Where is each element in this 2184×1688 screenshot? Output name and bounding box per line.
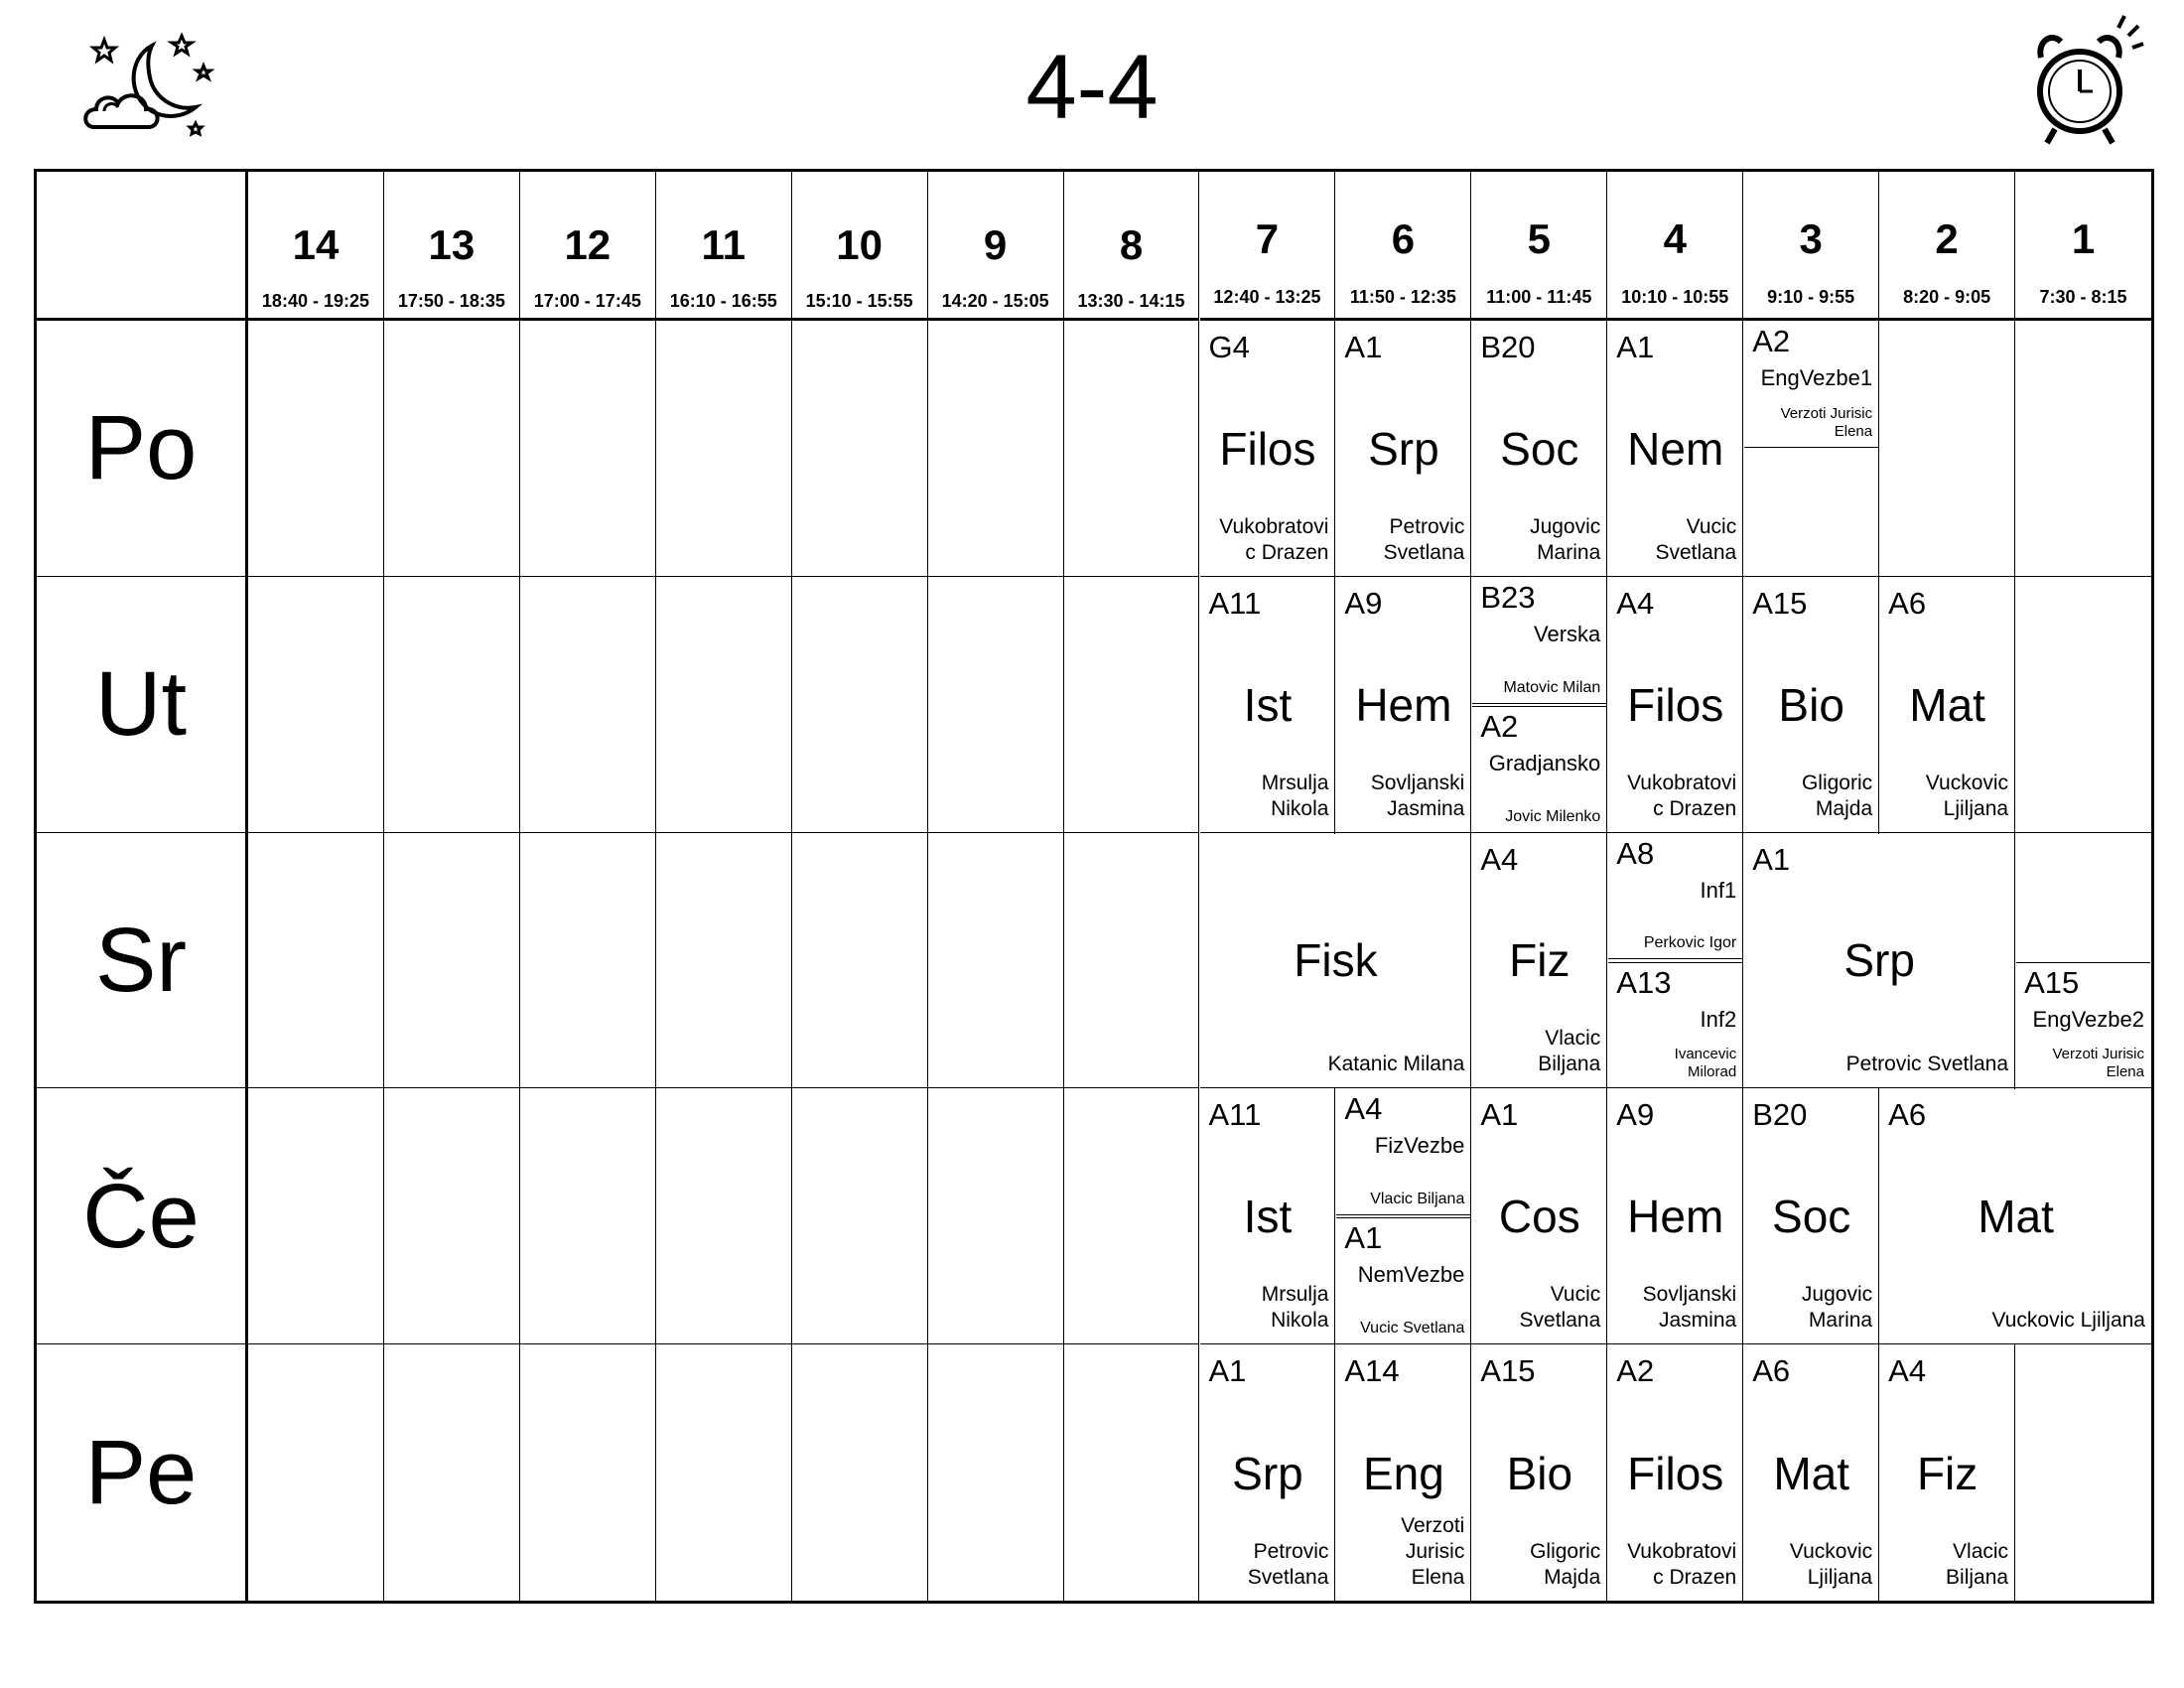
lesson-cell[interactable]: [1336, 1345, 1470, 1601]
room-label: A8: [1616, 835, 1655, 871]
room-label: G4: [1208, 330, 1250, 364]
subject-label: Fiz: [1509, 934, 1570, 987]
room-label: A1: [1344, 330, 1383, 364]
lesson-half[interactable]: [1744, 322, 1878, 448]
subject-label: FizVezbe: [1374, 1133, 1465, 1159]
teacher-label: Vucic Svetlana: [1655, 514, 1737, 564]
period-time: 14:20 - 15:05: [941, 291, 1049, 311]
lesson-half[interactable]: [2016, 962, 2150, 1088]
timetable-cell: [928, 321, 1064, 577]
period-header: [928, 172, 1064, 321]
period-number: 14: [292, 221, 340, 268]
teacher-label: Vlacic Biljana: [1538, 1027, 1601, 1076]
timetable-cell: [520, 833, 656, 1089]
subject-label: Mat: [1773, 1447, 1849, 1499]
timetable-cell: [248, 1344, 384, 1601]
timetable-cell: [656, 833, 792, 1089]
subject-label: Soc: [1500, 422, 1579, 475]
lesson-cell[interactable]: [1608, 1345, 1742, 1601]
timetable-cell: [928, 833, 1064, 1089]
timetable-cell: [384, 577, 520, 833]
room-label: A2: [1752, 324, 1791, 358]
teacher-label: Mrsulja Nikola: [1261, 771, 1329, 820]
timetable-cell: [792, 577, 928, 833]
timetable-cell: [656, 577, 792, 833]
period-number: 6: [1391, 215, 1416, 262]
period-header: [384, 172, 520, 321]
room-label: A15: [1480, 1353, 1536, 1389]
lesson-cell[interactable]: [1201, 578, 1335, 832]
teacher-label: Petrovic Svetlana: [1845, 1053, 2009, 1076]
teacher-label: Vukobratovi c Drazen: [1627, 1539, 1737, 1589]
period-number: 11: [701, 221, 746, 268]
timetable-grid: [34, 169, 2154, 1604]
lesson-cell[interactable]: [1744, 1345, 1878, 1601]
subject-label: Srp: [1368, 422, 1439, 475]
period-header: [1879, 172, 2015, 321]
teacher-label: Vuckovic Ljiljana: [1789, 1539, 1873, 1589]
period-number: 7: [1255, 215, 1280, 262]
room-label: A1: [1208, 1353, 1247, 1389]
subject-label: EngVezbe1: [1760, 365, 1873, 390]
teacher-label: Vlacic Biljana: [1370, 1191, 1465, 1208]
subject-label: Srp: [1843, 934, 1915, 987]
period-header: [1607, 172, 1743, 321]
timetable-cell: [248, 833, 384, 1089]
lesson-half[interactable]: [1608, 962, 1742, 1088]
lesson-half[interactable]: [1472, 578, 1606, 704]
timetable-cell: [384, 1088, 520, 1344]
period-header: [1200, 172, 1336, 321]
timetable-cell: [1064, 833, 1200, 1089]
lesson-cell[interactable]: [1608, 578, 1742, 832]
lesson-cell[interactable]: [1336, 578, 1470, 832]
teacher-label: Petrovic Svetlana: [1247, 1539, 1329, 1589]
day-row-header: [37, 1344, 248, 1601]
teacher-label: Vukobratovi c Drazen: [1627, 771, 1737, 820]
lesson-cell[interactable]: [1880, 578, 2014, 832]
period-number: 4: [1663, 215, 1687, 262]
lesson-cell[interactable]: [1880, 1089, 2151, 1343]
day-label: Če: [82, 1165, 200, 1267]
room-label: A1: [1344, 1220, 1383, 1256]
teacher-label: Jugovic Marina: [1530, 514, 1601, 564]
room-label: A2: [1616, 1353, 1655, 1389]
room-label: A15: [2024, 964, 2080, 1000]
subject-label: Bio: [1778, 678, 1844, 731]
subject-label: Filos: [1219, 422, 1316, 475]
subject-label: Eng: [1362, 1447, 1444, 1499]
teacher-label: Matovic Milan: [1503, 678, 1601, 696]
subject-label: Fisk: [1294, 934, 1378, 987]
room-label: A9: [1616, 1097, 1655, 1133]
alarm-clock-icon: [2015, 14, 2144, 153]
teacher-label: Sovljanski Jasmina: [1370, 771, 1465, 820]
timetable-cell: [1064, 1344, 1200, 1601]
teacher-label: Katanic Milana: [1327, 1053, 1465, 1076]
lesson-half[interactable]: [1608, 834, 1742, 960]
room-label: A13: [1616, 964, 1672, 1000]
room-label: A11: [1208, 585, 1262, 621]
timetable-cell: [1064, 577, 1200, 833]
subject-label: Inf1: [1700, 877, 1737, 903]
subject-label: Filos: [1627, 1447, 1724, 1499]
lesson-cell[interactable]: [1472, 1089, 1606, 1343]
teacher-label: Gligoric Majda: [1530, 1539, 1601, 1589]
timetable-cell: [1064, 1088, 1200, 1344]
lesson-cell[interactable]: [1608, 322, 1742, 576]
timetable-cell: [248, 321, 384, 577]
period-time: 13:30 - 14:15: [1077, 291, 1185, 311]
period-header: [1743, 172, 1879, 321]
timetable-cell: [792, 833, 928, 1089]
subject-label: Verska: [1534, 621, 1601, 646]
subject-label: NemVezbe: [1357, 1262, 1465, 1288]
lesson-cell[interactable]: [1472, 1345, 1606, 1601]
timetable-cell: [384, 321, 520, 577]
timetable-cell: [520, 577, 656, 833]
period-header: [1335, 172, 1471, 321]
header-corner: [37, 172, 248, 321]
timetable-cell: [1064, 321, 1200, 577]
moon-night-icon: [74, 28, 223, 157]
room-label: A1: [1752, 841, 1791, 877]
timetable-cell: [520, 1344, 656, 1601]
timetable-cell: [792, 1088, 928, 1344]
teacher-label: Verzoti Jurisic Elena: [2052, 1046, 2144, 1081]
lesson-cell[interactable]: [1880, 1345, 2014, 1601]
timetable-cell: [656, 321, 792, 577]
timetable-cell: [928, 1088, 1064, 1344]
page-title: 4-4: [1025, 37, 1159, 138]
teacher-label: Vucic Svetlana: [1360, 1320, 1465, 1337]
period-time: 11:50 - 12:35: [1349, 287, 1456, 307]
period-number: 5: [1527, 215, 1551, 262]
timetable-cell: [2015, 1344, 2151, 1601]
period-number: 9: [983, 221, 1008, 268]
timetable-cell: [520, 321, 656, 577]
teacher-label: Jugovic Marina: [1801, 1283, 1873, 1333]
teacher-label: Vukobratovi c Drazen: [1219, 514, 1329, 564]
subject-label: Bio: [1506, 1447, 1573, 1499]
day-row-header: [37, 321, 248, 577]
timetable-cell: [520, 1088, 656, 1344]
teacher-label: Vucic Svetlana: [1519, 1283, 1601, 1333]
timetable-cell: [384, 833, 520, 1089]
period-time: 18:40 - 19:25: [261, 291, 369, 311]
subject-label: Filos: [1627, 678, 1724, 731]
period-time: 7:30 - 8:15: [2039, 287, 2127, 307]
period-number: 10: [836, 221, 884, 268]
day-label: Sr: [95, 909, 187, 1011]
period-time: 11:00 - 11:45: [1486, 287, 1592, 307]
timetable-cell: [248, 1088, 384, 1344]
lesson-cell[interactable]: [1201, 834, 1471, 1088]
period-header: [792, 172, 928, 321]
teacher-label: Vuckovic Ljiljana: [1991, 1309, 2145, 1333]
subject-label: Soc: [1772, 1191, 1851, 1243]
timetable-cell: [656, 1344, 792, 1601]
lesson-cell[interactable]: [1608, 1089, 1742, 1343]
room-label: A4: [1480, 841, 1519, 877]
room-label: A1: [1480, 1097, 1519, 1133]
day-label: Po: [84, 397, 198, 499]
period-header: [1471, 172, 1607, 321]
teacher-label: Gligoric Majda: [1801, 771, 1873, 820]
day-row-header: [37, 833, 248, 1089]
period-number: 8: [1119, 221, 1144, 268]
teacher-label: Verzoti Jurisic Elena: [1780, 404, 1873, 440]
period-number: 3: [1799, 215, 1823, 262]
subject-label: Gradjansko: [1488, 750, 1601, 775]
teacher-label: Vlacic Biljana: [1946, 1539, 2009, 1589]
period-time: 16:10 - 16:55: [669, 291, 777, 311]
day-label: Ut: [95, 653, 187, 756]
day-row-header: [37, 577, 248, 833]
lesson-cell[interactable]: [1336, 322, 1470, 576]
room-label: A6: [1888, 1097, 1927, 1133]
day-row-header: [37, 1088, 248, 1344]
timetable-cell: [928, 1344, 1064, 1601]
room-label: B20: [1480, 330, 1536, 364]
room-label: A4: [1888, 1353, 1927, 1389]
lesson-cell[interactable]: [1201, 322, 1335, 576]
period-time: 17:00 - 17:45: [533, 291, 641, 311]
room-label: B20: [1752, 1097, 1808, 1133]
lesson-cell[interactable]: [1744, 1089, 1878, 1343]
teacher-label: Petrovic Svetlana: [1383, 514, 1465, 564]
subject-label: Mat: [1909, 678, 1985, 731]
lesson-half[interactable]: [1336, 1217, 1470, 1343]
lesson-half[interactable]: [1472, 706, 1606, 832]
period-number: 12: [564, 221, 612, 268]
room-label: A4: [1616, 585, 1655, 621]
lesson-cell[interactable]: [1472, 322, 1606, 576]
subject-label: Ist: [1243, 1191, 1293, 1243]
lesson-cell[interactable]: [1201, 1089, 1335, 1343]
room-label: A6: [1888, 585, 1927, 621]
room-label: A6: [1752, 1353, 1791, 1389]
period-time: 8:20 - 9:05: [1903, 287, 1991, 307]
subject-label: Inf2: [1700, 1006, 1737, 1032]
lesson-cell[interactable]: [1744, 578, 1878, 832]
period-header: [1064, 172, 1200, 321]
teacher-label: Ivancevic Milorad: [1674, 1046, 1737, 1081]
lesson-cell[interactable]: [1201, 1345, 1335, 1601]
timetable-cell: [248, 577, 384, 833]
subject-label: Nem: [1627, 422, 1724, 475]
teacher-label: Mrsulja Nikola: [1261, 1283, 1329, 1333]
room-label: A2: [1480, 708, 1519, 744]
period-header: [656, 172, 792, 321]
period-number: 13: [428, 221, 476, 268]
room-label: A15: [1752, 585, 1808, 621]
period-number: 2: [1935, 215, 1959, 262]
lesson-cell[interactable]: [1472, 834, 1606, 1088]
timetable-cell: [384, 1344, 520, 1601]
subject-label: Hem: [1355, 678, 1452, 731]
teacher-label: Vuckovic Ljiljana: [1925, 771, 2009, 820]
timetable-cell: [2015, 321, 2151, 577]
period-time: 17:50 - 18:35: [397, 291, 505, 311]
subject-label: Fiz: [1916, 1447, 1979, 1499]
period-time: 10:10 - 10:55: [1621, 287, 1729, 307]
period-header: [248, 172, 384, 321]
period-time: 12:40 - 13:25: [1213, 287, 1321, 307]
room-label: A1: [1616, 330, 1655, 364]
subject-label: Cos: [1498, 1191, 1580, 1243]
teacher-label: Sovljanski Jasmina: [1642, 1283, 1737, 1333]
lesson-cell[interactable]: [1744, 834, 2014, 1088]
teacher-label: Jovic Milenko: [1505, 807, 1601, 825]
subject-label: Hem: [1627, 1191, 1724, 1243]
timetable-cell: [792, 321, 928, 577]
subject-label: Mat: [1978, 1191, 2054, 1243]
period-header: [520, 172, 656, 321]
subject-label: Ist: [1243, 678, 1293, 731]
room-label: A9: [1344, 585, 1383, 621]
period-time: 15:10 - 15:55: [805, 291, 913, 311]
period-number: 1: [2071, 215, 2096, 262]
room-label: A4: [1344, 1091, 1383, 1127]
subject-label: EngVezbe2: [2032, 1006, 2144, 1032]
timetable-cell: [928, 577, 1064, 833]
lesson-half[interactable]: [1336, 1089, 1470, 1215]
room-label: A11: [1208, 1097, 1262, 1133]
subject-label: Srp: [1232, 1447, 1303, 1499]
teacher-label: Perkovic Igor: [1643, 934, 1737, 952]
period-time: 9:10 - 9:55: [1767, 287, 1855, 307]
timetable-cell: [656, 1088, 792, 1344]
room-label: B23: [1480, 579, 1536, 615]
teacher-label: Verzoti Jurisic Elena: [1401, 1513, 1465, 1589]
timetable-cell: [1879, 321, 2015, 577]
timetable-cell: [2015, 577, 2151, 833]
day-label: Pe: [84, 1422, 198, 1524]
timetable-cell: [792, 1344, 928, 1601]
room-label: A14: [1344, 1353, 1400, 1389]
period-header: [2015, 172, 2151, 321]
